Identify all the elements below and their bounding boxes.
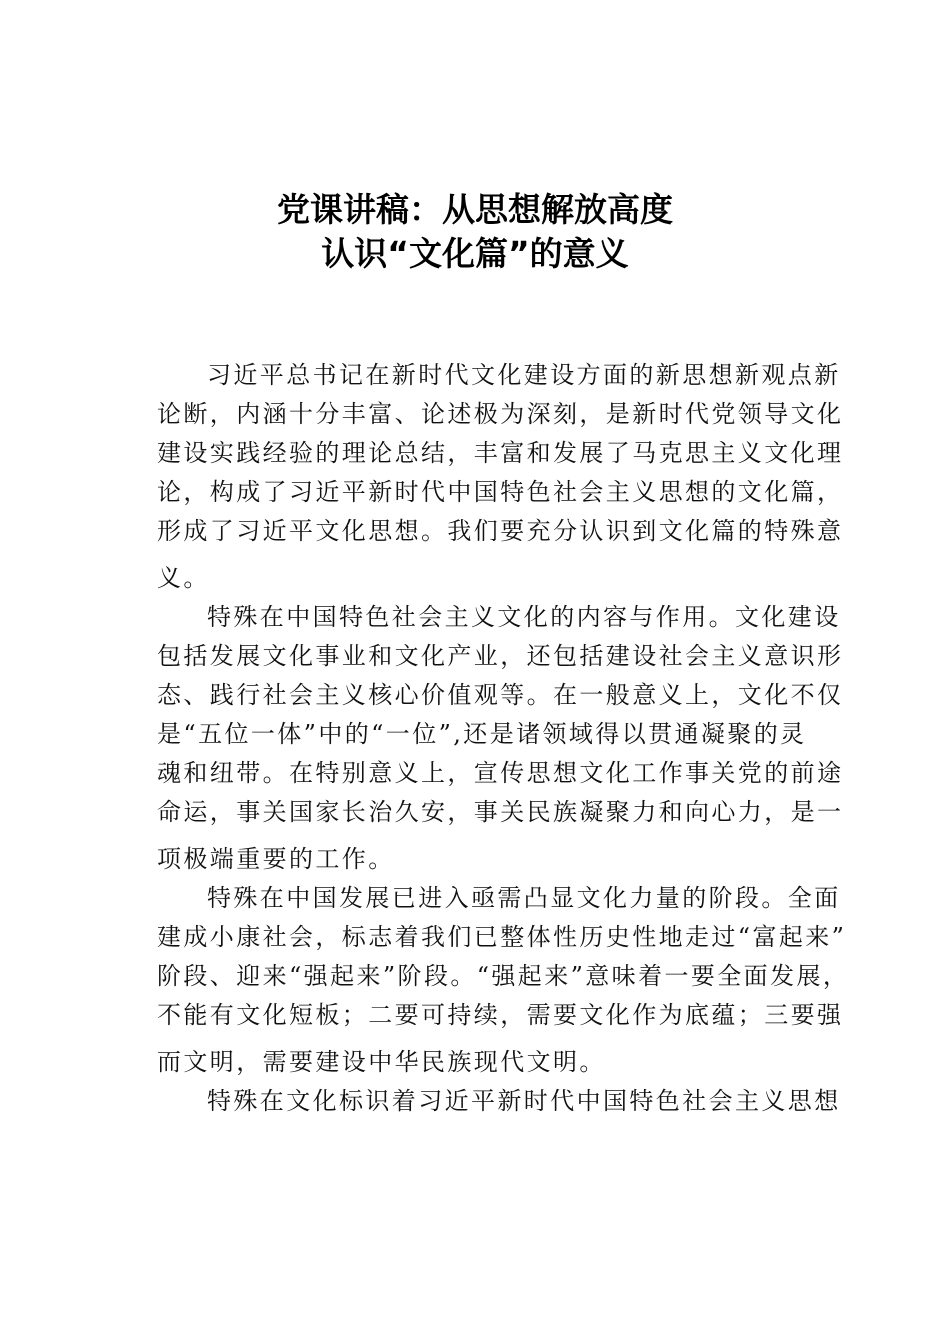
text-line: 包括发展文化事业和文化产业，还包括建设社会主义意识形 xyxy=(157,642,844,670)
text-line: 不能有文化短板；二要可持续，需要文化作为底蕴；三要强 xyxy=(157,1001,844,1029)
text-line: 态、践行社会主义核心价值观等。在一般意义上，文化不仅 xyxy=(157,681,844,709)
text-line: 义。 xyxy=(157,564,210,592)
text-line: 特殊在中国特色社会主义文化的内容与作用。文化建设 xyxy=(207,603,841,631)
title-line-2: 认识“文化篇”的意义 xyxy=(321,234,629,273)
text-line: 形成了习近平文化思想。我们要充分认识到文化篇的特殊意 xyxy=(157,517,844,545)
text-line: 论断，内涵十分丰富、论述极为深刻，是新时代党领导文化 xyxy=(157,400,844,428)
text-line: 建成小康社会，标志着我们已整体性历史性地走过“富起来” xyxy=(157,923,847,951)
text-line: 项极端重要的工作。 xyxy=(157,845,395,873)
text-line: 特殊在文化标识着习近平新时代中国特色社会主义思想 xyxy=(207,1087,841,1115)
paragraph-4 xyxy=(157,1082,841,1121)
text-line: 论，构成了习近平新时代中国特色社会主义思想的文化篇， xyxy=(157,478,844,506)
text-line: 而文明，需要建设中华民族现代文明。 xyxy=(157,1048,606,1076)
document-body xyxy=(157,356,850,1121)
paragraph-2 xyxy=(157,598,844,879)
document-title xyxy=(0,188,950,276)
text-line: 是“五位一体”中的“一位”,还是诸领域得以贯通凝聚的灵 xyxy=(157,720,807,748)
text-line: 魂和纽带。在特别意义上，宣传思想文化工作事关党的前途 xyxy=(157,759,844,787)
title-line-1: 党课讲稿：从思想解放高度 xyxy=(277,190,673,229)
paragraph-3 xyxy=(157,879,850,1082)
text-line: 阶段、迎来“强起来”阶段。“强起来”意味着一要全面发展， xyxy=(157,962,850,990)
text-line: 命运，事关国家长治久安，事关民族凝聚力和向心力，是一 xyxy=(157,798,844,826)
paragraph-1 xyxy=(157,356,844,598)
text-line: 习近平总书记在新时代文化建设方面的新思想新观点新 xyxy=(207,361,841,389)
text-line: 特殊在中国发展已进入亟需凸显文化力量的阶段。全面 xyxy=(207,884,841,912)
text-line: 建设实践经验的理论总结，丰富和发展了马克思主义文化理 xyxy=(157,439,844,467)
